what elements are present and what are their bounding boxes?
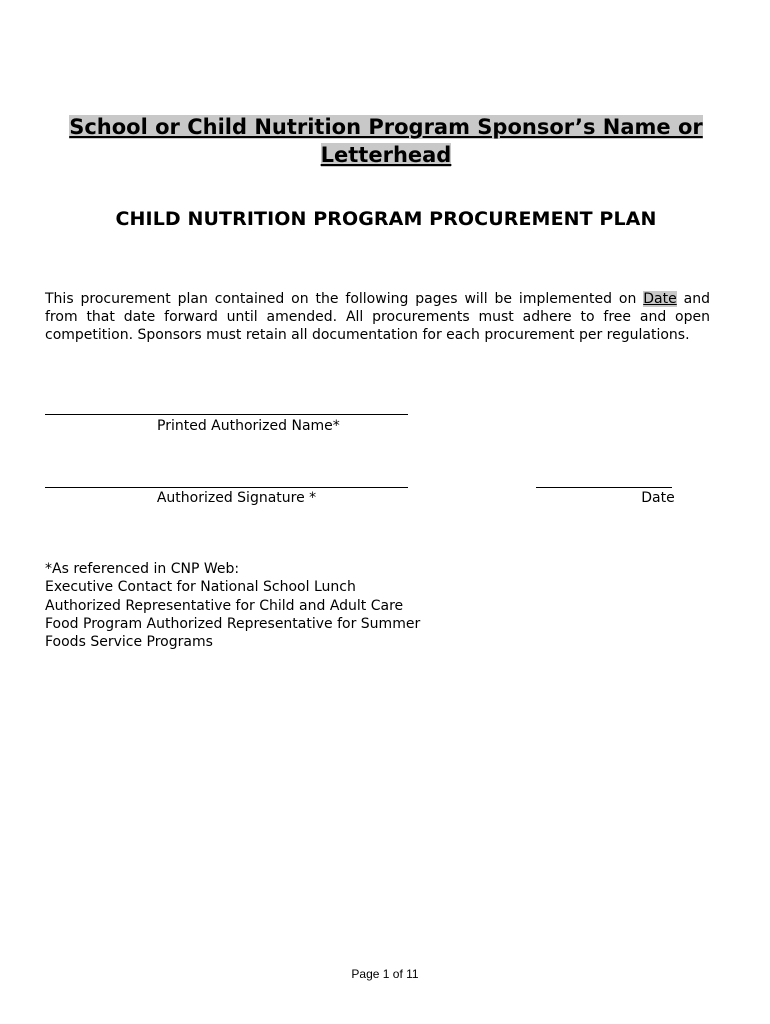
page-number: Page 1 of 11	[351, 967, 419, 981]
date-line[interactable]	[536, 487, 672, 488]
printed-name-line[interactable]	[45, 414, 408, 415]
signature-line[interactable]	[45, 487, 408, 488]
notes-line: Authorized Representative for Child and Adult Care	[45, 597, 404, 614]
date-label: Date	[641, 490, 675, 506]
date-field[interactable]: Date	[643, 291, 677, 307]
letterhead-line-1: School or Child Nutrition Program Sponsor’s Name or	[69, 115, 703, 139]
intro-text-start: This procurement plan contained on the following pages will be implemented on	[45, 291, 644, 307]
letterhead-line-2: Letterhead	[320, 143, 452, 167]
notes-line: Executive Contact for National School Lunch	[45, 579, 356, 596]
intro-paragraph	[45, 290, 710, 344]
cnp-web-notes	[45, 560, 475, 651]
document-title: CHILD NUTRITION PROGRAM PROCUREMENT PLAN	[115, 208, 657, 230]
notes-heading: *As referenced in CNP Web:	[45, 561, 240, 577]
intro-text-end: and from that date forward until amended. All procurements must adhere to free and open competition. Sponsors must retain all documentation for each procurement per regulations.	[45, 291, 710, 343]
letterhead-placeholder	[44, 113, 728, 169]
notes-line: Food Program Authorized Representative for Summer	[45, 615, 421, 632]
notes-line: Foods Service Programs	[45, 634, 213, 651]
printed-name-label: Printed Authorized Name*	[157, 418, 340, 434]
signature-label: Authorized Signature *	[156, 490, 317, 506]
